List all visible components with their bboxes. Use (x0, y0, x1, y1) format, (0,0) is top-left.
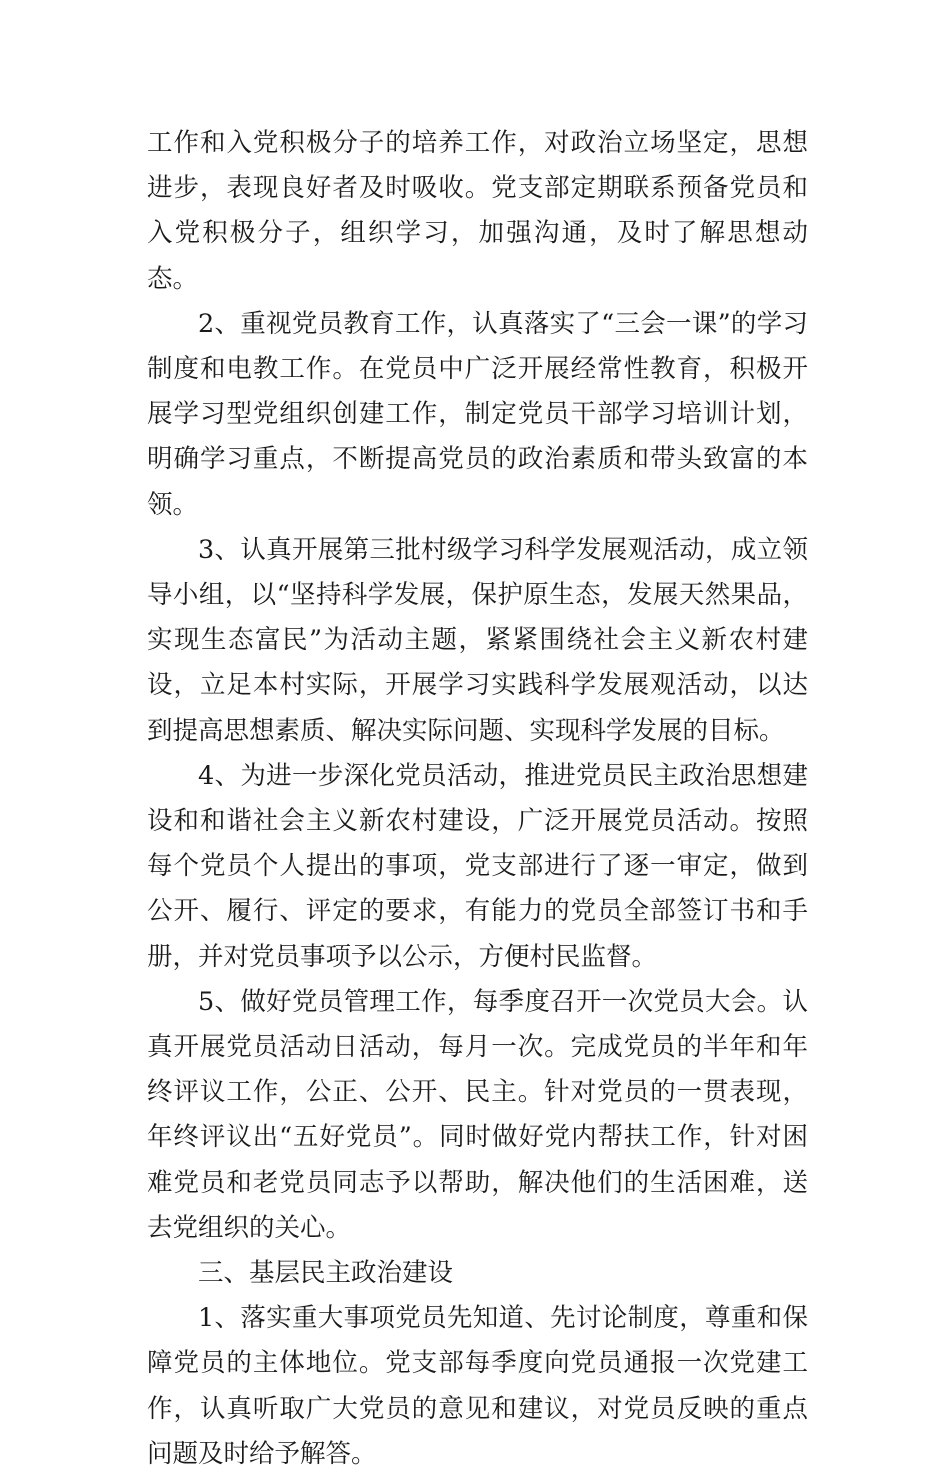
paragraph-continuation: 工作和入党积极分子的培养工作，对政治立场坚定，思想进步，表现良好者及时吸收。党支部定期联系预备党员和入党积极分子，组织学习，加强沟通，及时了解思想动态。 (147, 128, 808, 294)
paragraph-item-4: 4、为进一步深化党员活动，推进党员民主政治思想建设和和谐社会主义新农村建设，广泛开展党员活动。按照每个党员个人提出的事项，党支部进行了逐一审定，做到公开、履行、评定的要求，有能力的党员全部签订书和手册，并对党员事项予以公示，方便村民监督。 (147, 760, 808, 972)
paragraph-item-1: 1、落实重大事项党员先知道、先讨论制度，尊重和保障党员的主体地位。党支部每季度向党员通报一次党建工作，认真听取广大党员的意见和建议，对党员反映的重点问题及时给予解答。 (147, 1303, 808, 1469)
paragraph-item-5: 5、做好党员管理工作，每季度召开一次党员大会。认真开展党员活动日活动，每月一次。完成党员的半年和年终评议工作，公正、公开、民主。针对党员的一贯表现，年终评议出“五好党员”。同时做好党内帮扶工作，针对困难党员和老党员同志予以帮助，解决他们的生活困难，送去党组织的关心。 (147, 986, 808, 1243)
section-heading: 三、基层民主政治建设 (198, 1258, 454, 1289)
paragraph-item-3: 3、认真开展第三批村级学习科学发展观活动，成立领导小组，以“坚持科学发展，保护原生态，发展天然果品，实现生态富民”为活动主题，紧紧围绕社会主义新农村建设，立足本村实际，开展学习实践科学发展观活动，以达到提高思想素质、解决实际问题、实现科学发展的目标。 (147, 534, 808, 746)
paragraph-item-2: 2、重视党员教育工作，认真落实了“三会一课”的学习制度和电教工作。在党员中广泛开展经常性教育，积极开展学习型党组织创建工作，制定党员干部学习培训计划，明确学习重点，不断提高党员的政治素质和带头致富的本领。 (147, 308, 808, 520)
document-body (147, 121, 808, 1477)
